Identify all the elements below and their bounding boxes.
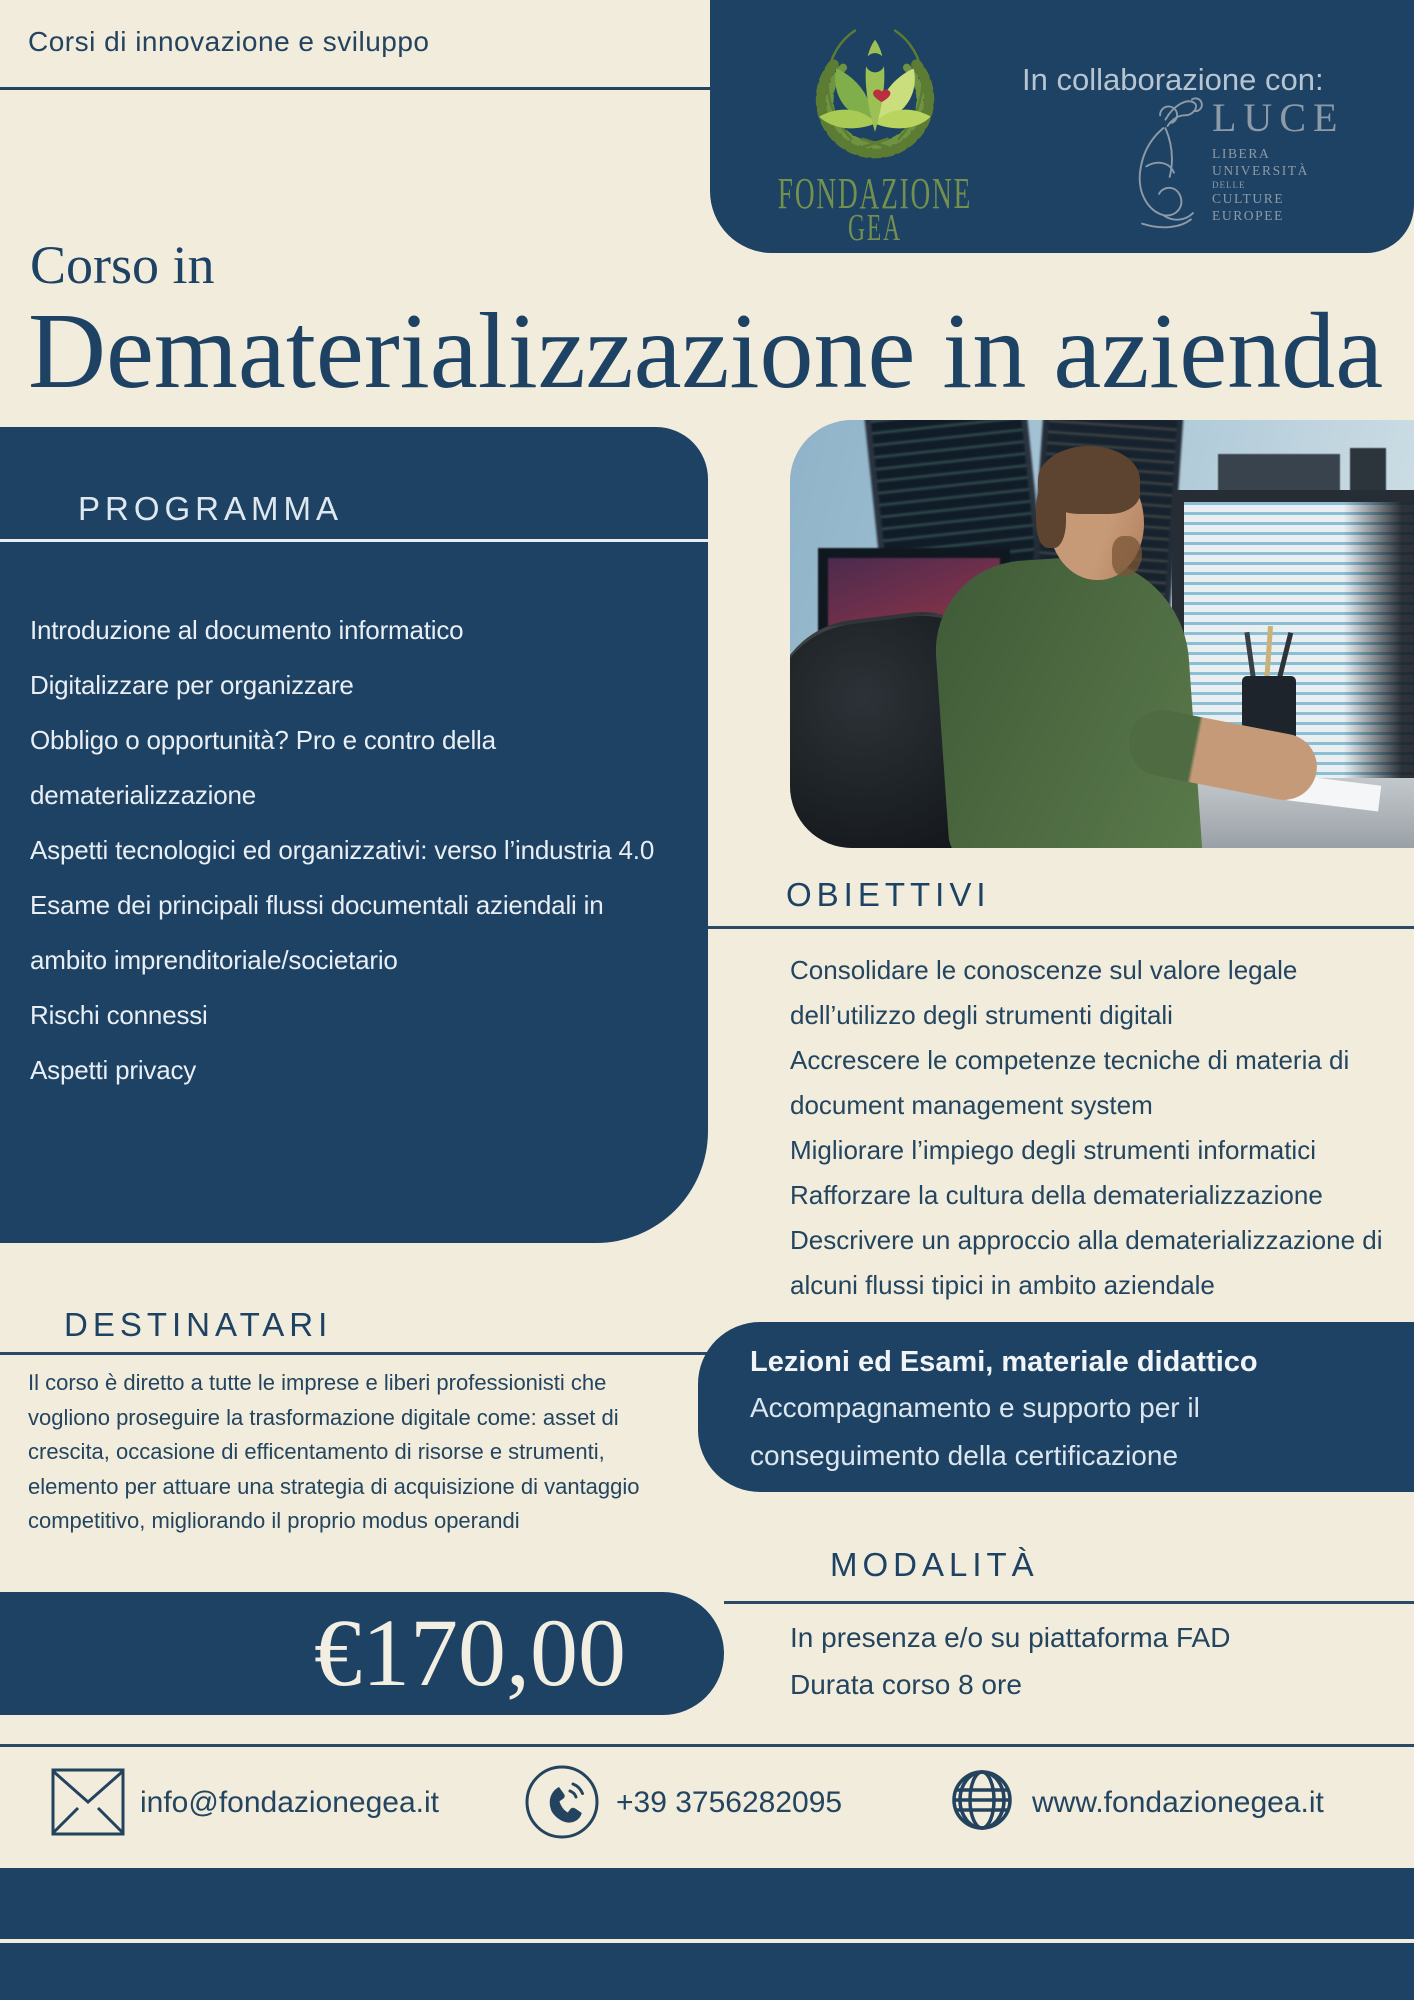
programma-item: Digitalizzare per organizzare	[30, 670, 354, 700]
globe-icon	[950, 1768, 1014, 1832]
phone-icon	[522, 1762, 602, 1842]
obiettivi-item: Descrivere un approccio alla dematerializzazione di alcuni flussi tipici in ambito aziendale	[790, 1225, 1383, 1300]
luce-subtitle-lines: LIBERA UNIVERSITÀ DELLE CULTURE EUROPEE	[1212, 146, 1309, 223]
eyebrow-divider	[0, 87, 712, 90]
course-title: Dematerializzazione in azienda	[28, 292, 1384, 411]
obiettivi-item: Rafforzare la cultura della dematerializzazione	[790, 1180, 1323, 1210]
contact-phone: +39 3756282095	[616, 1786, 843, 1819]
modalita-line: In presenza e/o su piattaforma FAD	[790, 1622, 1231, 1653]
incluso-panel	[698, 1322, 1414, 1492]
eyebrow-text: Corsi di innovazione e sviluppo	[28, 26, 430, 57]
photo-man-torso	[930, 550, 1202, 848]
footer-divider	[0, 1744, 1414, 1747]
footer-band-separator	[0, 1939, 1414, 1943]
foundation-acronym: GEA	[847, 207, 902, 249]
footer-band	[0, 1868, 1414, 2000]
collaboration-label: In collaborazione con:	[1022, 62, 1324, 97]
obiettivi-item: Migliorare l’impiego degli strumenti informatici	[790, 1135, 1316, 1165]
programma-divider	[0, 539, 708, 542]
contact-email: info@fondazionegea.it	[140, 1786, 440, 1819]
incluso-highlight: Lezioni ed Esami, materiale didattico	[750, 1346, 1258, 1378]
programma-panel	[0, 427, 708, 1243]
luce-muse-icon	[1110, 92, 1206, 230]
luce-wordmark	[1212, 95, 1345, 225]
contact-website: www.fondazionegea.it	[1032, 1786, 1324, 1819]
price-amount: €170,00	[314, 1599, 626, 1706]
programma-heading: PROGRAMMA	[78, 490, 344, 527]
modalita-line: Durata corso 8 ore	[790, 1669, 1022, 1700]
programma-item: Rischi connessi	[30, 1000, 208, 1030]
foundation-name: FONDAZIONE	[777, 169, 973, 218]
obiettivi-list	[790, 948, 1414, 1308]
modalita-lines	[790, 1614, 1230, 1708]
obiettivi-divider	[708, 926, 1414, 929]
course-kicker: Corso in	[30, 235, 215, 295]
programma-item: Esame dei principali flussi documentali aziendali in ambito imprenditoriale/societario	[30, 890, 604, 975]
course-photo	[790, 420, 1414, 848]
obiettivi-item: Accrescere le competenze tecniche di materia di document management system	[790, 1045, 1350, 1120]
programma-item: Aspetti tecnologici ed organizzativi: verso l’industria 4.0	[30, 835, 655, 865]
modalita-heading: MODALITÀ	[830, 1546, 1039, 1583]
header-logo-panel	[710, 0, 1414, 253]
destinatari-divider	[0, 1352, 708, 1355]
modalita-divider	[724, 1601, 1414, 1604]
programma-item: Aspetti privacy	[30, 1055, 197, 1085]
programma-item: Introduzione al documento informatico	[30, 615, 464, 645]
programma-list	[30, 603, 685, 1098]
destinatari-heading: DESTINATARI	[64, 1306, 333, 1343]
destinatari-paragraph: Il corso è diretto a tutte le imprese e liberi professionisti che vogliono proseguire la trasformazione digitale come: asset di crescita, occasione di efficentamento di risorse e strumenti, elemento per attuare una strategia di acquisizione di vantaggio competitivo, migliorando il proprio modus operandi	[28, 1370, 640, 1533]
programma-item: Obbligo o opportunità? Pro e contro della dematerializzazione	[30, 725, 496, 810]
mail-icon	[50, 1766, 126, 1838]
photo-man-hair-back	[1036, 482, 1066, 548]
obiettivi-heading: OBIETTIVI	[786, 876, 991, 913]
gea-wreath-icon	[798, 20, 952, 168]
incluso-support: Accompagnamento e supporto per il conseguimento della certificazione	[750, 1392, 1200, 1471]
luce-name: LUCE	[1212, 95, 1345, 140]
obiettivi-item: Consolidare le conoscenze sul valore legale dell’utilizzo degli strumenti digitali	[790, 955, 1298, 1030]
